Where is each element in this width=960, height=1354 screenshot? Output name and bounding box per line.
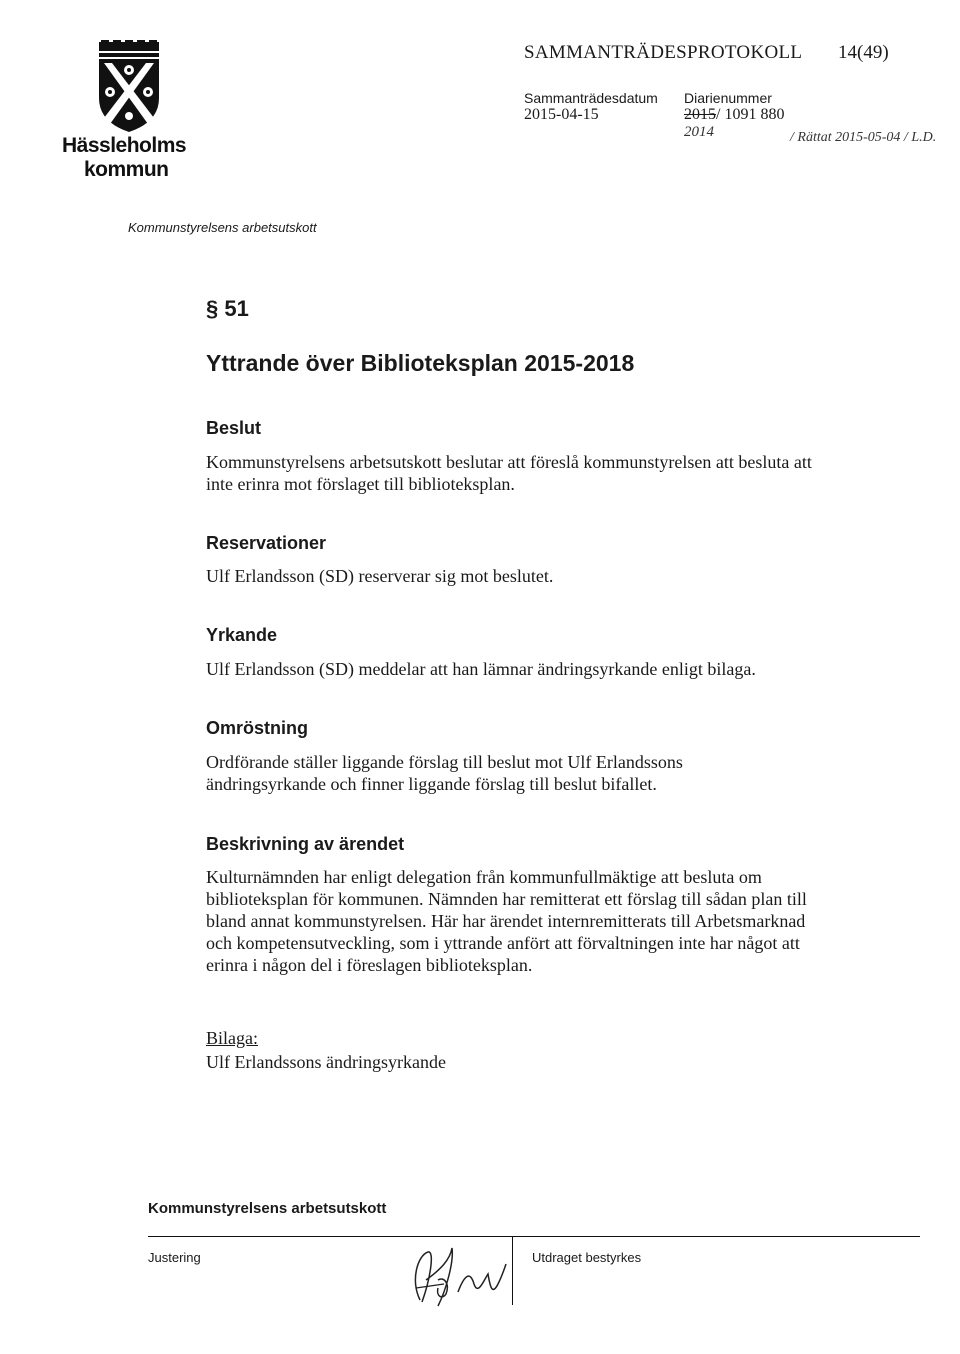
beskrivning-text: Kulturnämnden har enligt delegation från kommunfullmäktige att besluta om biblioteksplan för kommunen. Nämnden har remitterat ett förslag till sådan plan till bland annat kommunstyrelsen. Här har ärendet internremitterats till Arbetsmarknad och kompetensutveckling, som i yttrande anfört att förvaltningen inte har något att erinra i någon del i föreslagen biblioteksplan. — [206, 867, 807, 975]
registry-struck-year: 2015 — [684, 106, 716, 123]
registry-number-value — [684, 106, 784, 124]
registry-number-label: Diarienummer — [684, 90, 772, 106]
document-type: SAMMANTRÄDESPROTOKOLL — [524, 42, 803, 63]
certified-label: Utdraget bestyrkes — [532, 1250, 642, 1265]
meeting-date-label: Sammanträdesdatum — [524, 90, 658, 106]
attachment-label: Bilaga: — [206, 1028, 258, 1048]
reservationer-text: Ulf Erlandsson (SD) reserverar sig mot beslutet. — [206, 566, 554, 586]
handwritten-year: 2014 — [684, 124, 714, 140]
handwritten-correction-note: / Rättat 2015-05-04 / L.D. — [790, 130, 937, 145]
justering-label: Justering — [148, 1250, 201, 1265]
meeting-date-value: 2015-04-15 — [524, 106, 599, 123]
registry-number-rest: / 1091 880 — [716, 106, 785, 123]
yrkande-text: Ulf Erlandsson (SD) meddelar att han lämnar ändringsyrkande enligt bilaga. — [206, 659, 756, 679]
beskrivning-heading: Beskrivning av ärendet — [206, 834, 405, 854]
section-title: Yttrande över Biblioteksplan 2015-2018 — [206, 350, 635, 376]
yrkande-heading: Yrkande — [206, 625, 278, 645]
omrostning-text: Ordförande ställer liggande förslag till beslut mot Ulf Erlandssons ändringsyrkande och finner liggande förslag till beslut bifallet. — [206, 752, 683, 794]
beslut-heading: Beslut — [206, 418, 262, 438]
attachment-item: Ulf Erlandssons ändringsyrkande — [206, 1052, 446, 1072]
omrostning-heading: Omröstning — [206, 718, 308, 738]
beslut-text: Kommunstyrelsens arbetsutskott beslutar att föreslå kommunstyrelsen att besluta att inte erinra mot förslaget till biblioteksplan. — [206, 452, 812, 494]
reservationer-heading: Reservationer — [206, 533, 327, 553]
coat-of-arms-icon — [96, 40, 162, 134]
footer-committee-name: Kommunstyrelsens arbetsutskott — [148, 1200, 387, 1217]
org-name-line1: Hässleholms — [62, 134, 187, 157]
footer-divider-line — [148, 1236, 920, 1237]
committee-name: Kommunstyrelsens arbetsutskott — [128, 220, 317, 235]
handwritten-signature — [380, 1240, 530, 1312]
page-number: 14(49) — [838, 42, 889, 63]
paragraph-number: § 51 — [206, 296, 249, 321]
org-name-line2: kommun — [84, 158, 169, 181]
